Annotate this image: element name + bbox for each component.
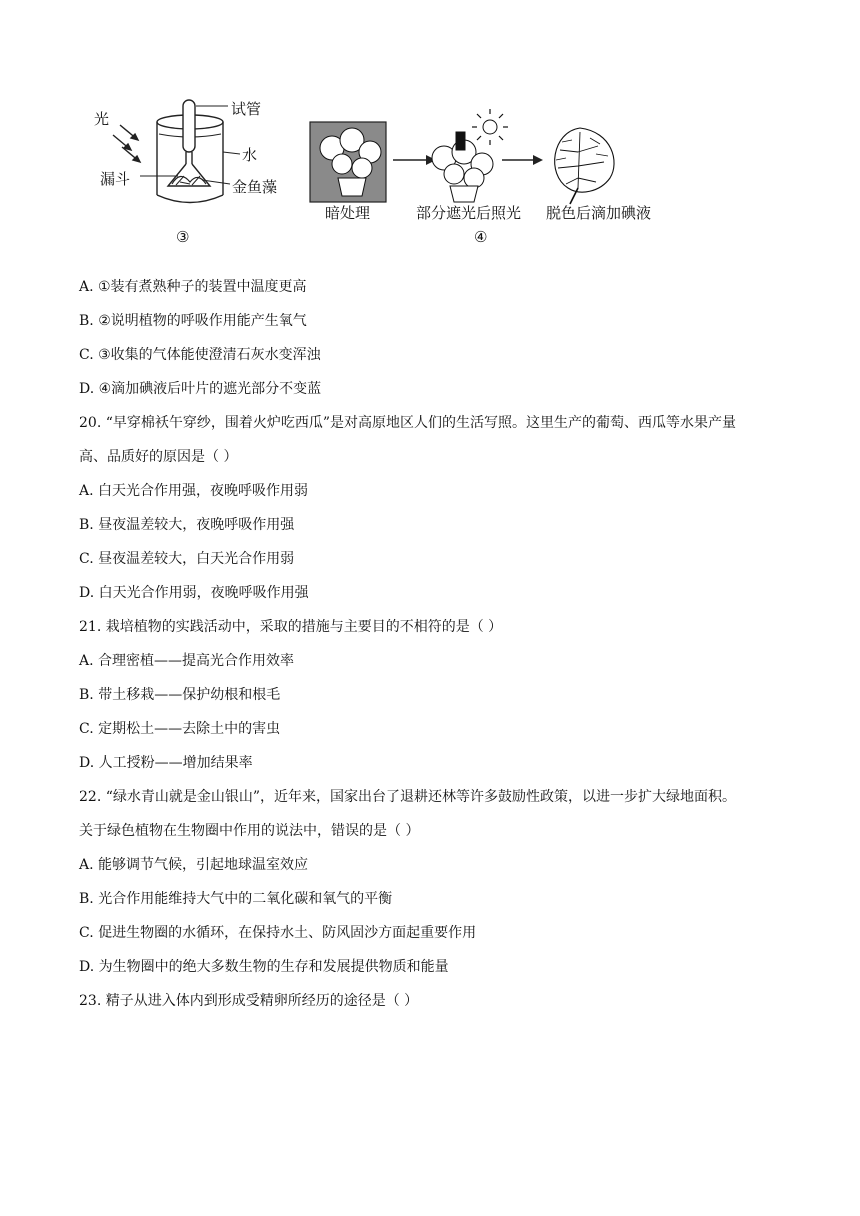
q20-option-c: C. 昼夜温差较大，白天光合作用弱 xyxy=(79,551,295,567)
label-water: 水 xyxy=(242,146,258,164)
figure-number-3: ③ xyxy=(176,228,190,246)
figure-number-4: ④ xyxy=(474,228,488,246)
q19-option-d: D. ④滴加碘液后叶片的遮光部分不变蓝 xyxy=(79,381,322,397)
leaf-drawing xyxy=(555,128,614,204)
label-test-tube: 试管 xyxy=(231,100,262,118)
q22-stem-line1: 22. “绿水青山就是金山银山”，近年来，国家出台了退耕还林等许多鼓励性政策，以进一步扩大绿地面积。 xyxy=(79,789,737,805)
apparatus-3-drawing xyxy=(113,100,240,203)
q23-stem: 23. 精子从进入体内到形成受精卵所经历的途径是（ ） xyxy=(79,993,419,1009)
experiment-figure xyxy=(80,92,700,257)
q19-option-c: C. ③收集的气体能使澄清石灰水变浑浊 xyxy=(79,347,321,363)
q20-stem-line1: 20. “早穿棉袄午穿纱，围着火炉吃西瓜”是对高原地区人们的生活写照。这里生产的葡萄、西瓜等水果产量 xyxy=(79,415,737,431)
q21-option-c: C. 定期松土——去除土中的害虫 xyxy=(79,721,281,737)
q19-option-b: B. ②说明植物的呼吸作用能产生氧气 xyxy=(79,313,307,329)
q22-option-b: B. 光合作用能维持大气中的二氧化碳和氧气的平衡 xyxy=(79,891,393,907)
partial-shading-drawing xyxy=(432,109,508,202)
q20-option-b: B. 昼夜温差较大，夜晚呼吸作用强 xyxy=(79,517,295,533)
dark-treatment-drawing xyxy=(310,122,386,202)
q19-option-a: A. ①装有煮熟种子的装置中温度更高 xyxy=(79,279,307,295)
q20-stem-line2: 高、品质好的原因是（ ） xyxy=(79,449,238,465)
q22-option-c: C. 促进生物圈的水循环，在保持水土、防风固沙方面起重要作用 xyxy=(79,925,477,941)
label-step-dark: 暗处理 xyxy=(325,204,371,222)
q22-option-d: D. 为生物圈中的绝大多数生物的生存和发展提供物质和能量 xyxy=(79,959,449,975)
q22-stem-line2: 关于绿色植物在生物圈中作用的说法中，错误的是（ ） xyxy=(79,823,420,839)
q20-option-d: D. 白天光合作用弱，夜晚呼吸作用强 xyxy=(79,585,309,601)
q22-option-a: A. 能够调节气候，引起地球温室效应 xyxy=(79,857,309,873)
label-light: 光 xyxy=(94,110,110,128)
experiment-figure-drawing xyxy=(80,92,700,257)
label-step-iodine: 脱色后滴加碘液 xyxy=(546,204,652,222)
q21-option-b: B. 带土移栽——保护幼根和根毛 xyxy=(79,687,281,703)
label-funnel: 漏斗 xyxy=(100,170,131,188)
q21-option-d: D. 人工授粉——增加结果率 xyxy=(79,755,253,771)
q20-option-a: A. 白天光合作用强，夜晚呼吸作用弱 xyxy=(79,483,309,499)
q21-stem: 21. 栽培植物的实践活动中，采取的措施与主要目的不相符的是（ ） xyxy=(79,619,503,635)
question-content xyxy=(79,270,791,1018)
label-plant: 金鱼藻 xyxy=(232,178,278,196)
label-step-shading: 部分遮光后照光 xyxy=(416,204,522,222)
q21-option-a: A. 合理密植——提高光合作用效率 xyxy=(79,653,295,669)
